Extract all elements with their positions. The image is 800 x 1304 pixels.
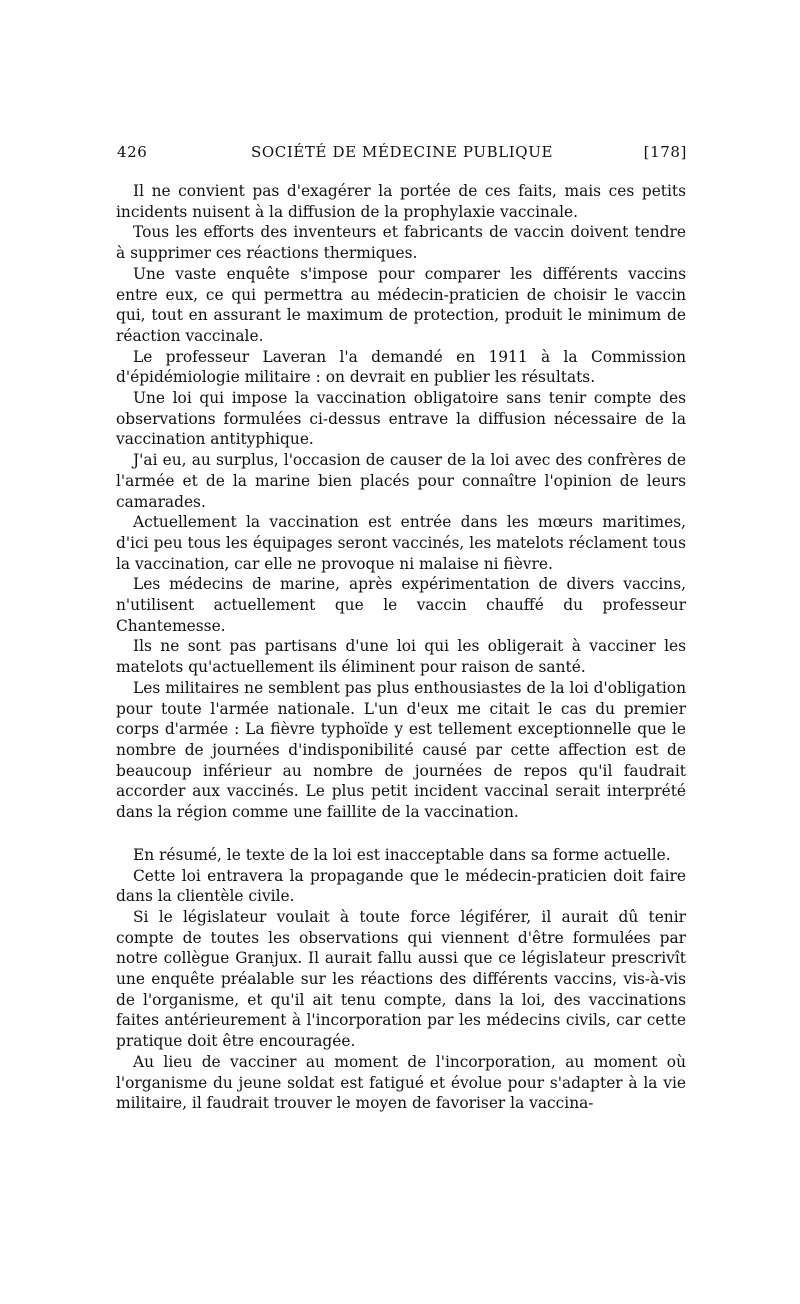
paragraph: Tous les efforts des inventeurs et fabricants de vaccin doivent tendre à supprimer ces réactions thermiques. xyxy=(116,223,686,263)
paragraph: Au lieu de vacciner au moment de l'incorporation, au moment où l'organisme du jeune soldat est fatigué et évolue pour s'adapter à la vie militaire, il faudrait trouver le moyen de favoriser la vaccina- xyxy=(116,1052,686,1113)
paragraph: Il ne convient pas d'exagérer la portée de ces faits, mais ces petits incidents nuisent à la diffusion de la prophylaxie vaccinale. xyxy=(116,182,686,221)
paragraph: Si le législateur voulait à toute force légiférer, il aurait dû tenir compte de toutes les observations qui viennent d'être formulées par notre collègue Granjux. Il aurait fallu aussi que ce législateur prescrivît une enquête préalable sur les réactions des différents vaccins, vis-à-vis de l'organisme, et qu'il ait tenu compte, dans la loi, des vaccinations faites antérieurement à l'incorporation par les médecins civils, car cette pratique doit être encouragée. xyxy=(116,907,686,1051)
running-header xyxy=(117,143,687,167)
paragraph: Actuellement la vaccination est entrée dans les mœurs maritimes, d'ici peu tous les équipages seront vaccinés, les matelots réclament tous la vaccination, car elle ne provoque ni malaise ni fièvre. xyxy=(116,513,686,573)
running-title: SOCIÉTÉ DE MÉDECINE PUBLIQUE xyxy=(251,143,553,161)
body-text xyxy=(116,181,686,1114)
paragraph: Les médecins de marine, après expérimentation de divers vaccins, n'utilisent actuellement que le vaccin chauffé du professeur Chantemesse. xyxy=(116,575,686,635)
page-number: 426 xyxy=(117,143,148,161)
paragraph: Les militaires ne semblent pas plus enthousiastes de la loi d'obligation pour toute l'armée nationale. L'un d'eux me citait le cas du premier corps d'armée : La fièvre typhoïde y est tellement exceptionnelle que le nombre de journées d'indisponibilité causé par cette affection est de beaucoup inférieur au nombre de journées de repos qu'il faudrait accorder aux vaccinés. Le plus petit incident vaccinal serait interprété dans la région comme une faillite de la vaccination. xyxy=(116,678,686,822)
paragraph: Ils ne sont pas partisans d'une loi qui les obligerait à vacciner les matelots qu'actuellement ils éliminent pour raison de santé. xyxy=(116,637,686,677)
paragraph: Une vaste enquête s'impose pour comparer les différents vaccins entre eux, ce qui permettra au médecin-praticien de choisir le vaccin qui, tout en assurant le maximum de protection, produit le minimum de réaction vaccinale. xyxy=(116,264,686,345)
paragraph: J'ai eu, au surplus, l'occasion de causer de la loi avec des confrères de l'armée et de la marine bien placés pour connaître l'opinion de leurs camarades. xyxy=(116,451,686,511)
paragraph: Une loi qui impose la vaccination obligatoire sans tenir compte des observations formulées ci-dessus entrave la diffusion nécessaire de la vaccination antityphique. xyxy=(116,389,686,449)
paragraph: Le professeur Laveran l'a demandé en 1911 à la Commission d'épidémiologie militaire : on devrait en publier les résultats. xyxy=(116,347,686,387)
paragraph: En résumé, le texte de la loi est inacceptable dans sa forme actuelle. xyxy=(133,845,671,864)
page-reference: [178] xyxy=(643,143,687,161)
paragraph: Cette loi entravera la propagande que le médecin-praticien doit faire dans la clientèle civile. xyxy=(116,866,686,906)
